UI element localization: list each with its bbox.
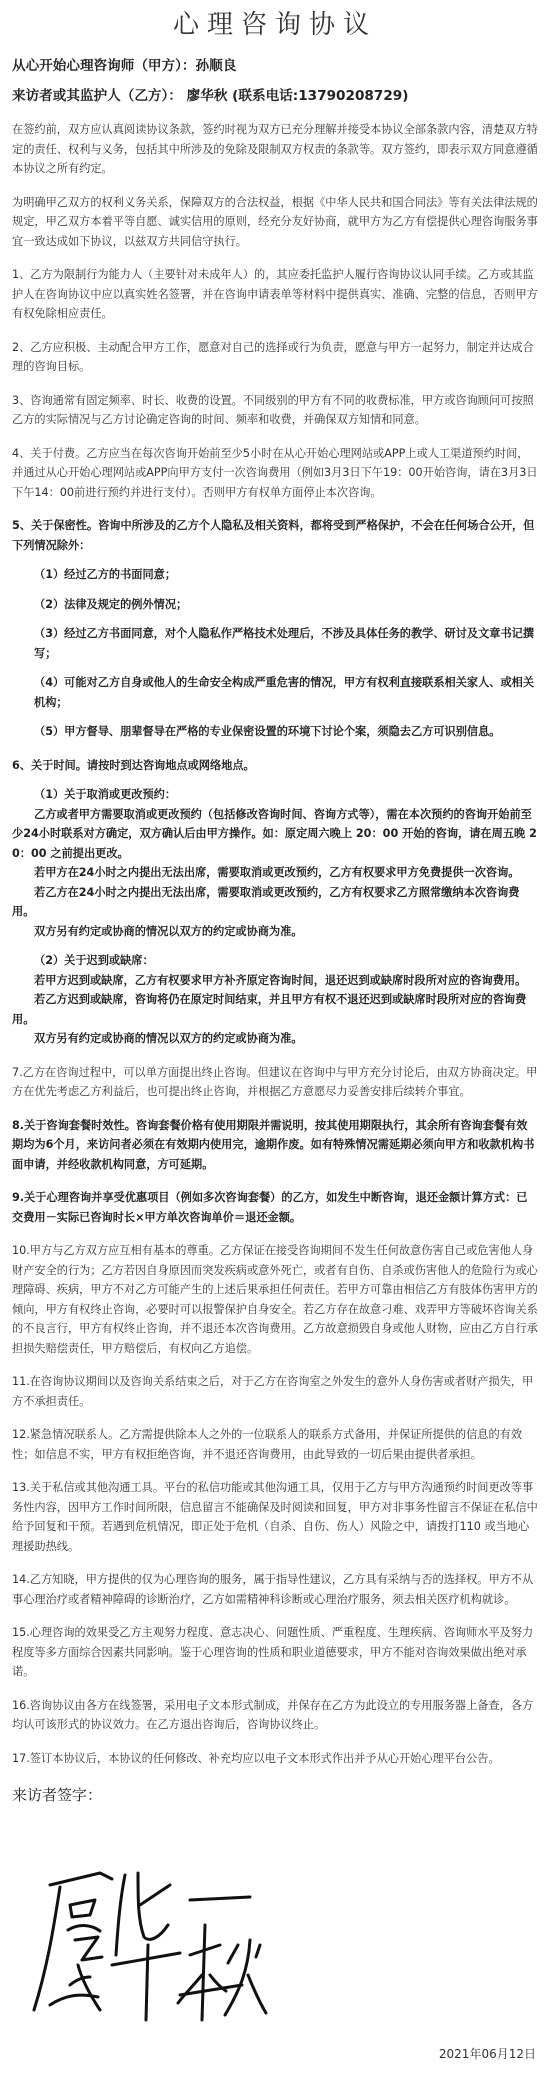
clause-5-item: （4）可能对乙方自身或他人的生命安全构成严重危害的情况，甲方有权利直接联系相关家人、或相关机构； xyxy=(34,676,535,709)
clause-10: 10.甲方与乙方双方应互相有基本的尊重。乙方保证在接受咨询期间不发生任何故意伤害自己或危害他人身财产安全的行为；乙方若因自身原因而突发疾病或意外死亡，或者有自伤、自杀或伤害他人的危险行为或心理障碍、疾病，甲方不对乙方可能产生的上述后果承担任何责任。若甲方可靠由相信乙方有肢体伤害甲方的倾向，甲方有权终止咨询，必要时可以报警保护自身安全。若乙方存在故意刁难、戏弄甲方等破坏咨询关系的不良言行，甲方有权终止咨询，并不退还本次咨询费用。乙方故意损毁自身或他人财物，应由乙方自行承担损失赔偿责任，甲方赔偿后，有权向乙方追偿。 xyxy=(12,1244,538,1355)
clause-15: 15.心理咨询的效果受乙方主观努力程度、意志决心、问题性质、严重程度、生理疾病、咨询师水平及努力程度等多方面综合因素共同影响。鉴于心理咨询的性质和职业道德要求，甲方不能对咨询效果做出绝对承诺。 xyxy=(12,1626,534,1678)
document-title: 心理咨询协议 xyxy=(172,10,377,40)
handwritten-signature xyxy=(20,1845,270,2025)
clause-7: 7.乙方在咨询过程中，可以单方面提出终止咨询。但建议在咨询中与甲方充分讨论后，由双方协商决定。甲方在优先考虑乙方利益后，也可提出终止咨询，并根据乙方意愿尽力妥善安排后续转介事宜。 xyxy=(12,1065,538,1098)
clause-6-1-paragraph: 若乙方在24小时之内提出无法出席，需要取消或更改预约，乙方有权要求乙方照常缴纳本次咨询费用。 xyxy=(12,885,520,918)
preamble-paragraph-2: 为明确甲乙双方的权利义务关系，保障双方的合法权益，根据《中华人民共和国合同法》等有关法律法规的规定，甲乙双方本着平等自愿、诚实信用的原则，经充分友好协商，就甲方为乙方有偿提供心理咨询服务事宜一致达成如下协议，以兹双方共同信守执行。 xyxy=(12,195,538,248)
clause-2: 2、乙方应积极、主动配合甲方工作，愿意对自己的选择或行为负责，愿意与甲方一起努力，制定并达成合理的咨询目标。 xyxy=(12,340,534,373)
clause-8: 8.关于咨询套餐时效性。咨询套餐价格有使用期限并需说明，按其使用期限执行，其余所有咨询套餐有效期均为6个月，来访问者必须在有效期内使用完，逾期作废。如有特殊情况需延期必须向甲方和收款机构书面申请，并经收款机构同意，方可延期。 xyxy=(12,1118,535,1171)
visitor-signature-label: 来访者签字： xyxy=(12,1786,103,1804)
clause-14: 14.乙方知晓，甲方提供的仅为心理咨询的服务，属于指导性建议，乙方具有采纳与否的选择权。甲方不从事心理治疗或者精神障碍的诊断治疗，乙方如需精神科诊断或心理治疗服务，须去相关医疗机构就诊。 xyxy=(12,1573,534,1606)
clause-5-item: （1）经过乙方的书面同意； xyxy=(34,568,177,581)
clause-6-1-paragraph: 若甲方在24小时之内提出无法出席，需要取消或更改预约，乙方有权要求甲方免费提供一次咨询。 xyxy=(34,866,520,879)
clause-6-heading: 6、关于时间。请按时到达咨询地点或网络地点。 xyxy=(12,758,255,772)
clause-6-2-title: （2）关于迟到或缺席： xyxy=(34,954,154,967)
clause-6-1-paragraph: 双方另有约定或协商的情况以双方的约定或协商为准。 xyxy=(34,924,303,938)
clause-6-1-title: （1）关于取消或更改预约： xyxy=(34,788,177,801)
clause-13: 13.关于私信或其他沟通工具。平台的私信功能或其他沟通工具，仅用于乙方与甲方沟通预约时间更改等事务性内容，因甲方工作时间所限，信息留言不能确保及时阅读和回复，甲方对非事务性留言不保证在私信中给予回复和干预。若遇到危机情况，即正处于危机（自杀、自伤、伤人）风险之中，请拨打110 或当地心理援助热线。 xyxy=(12,1481,538,1553)
clause-3: 3、咨询通常有固定频率、时长、收费的设置。不同级别的甲方有不同的收费标准，甲方或咨询顾问可按照乙方的实际情况与乙方讨论确定咨询的时间、频率和收费，并确保双方知情和同意。 xyxy=(12,393,534,426)
clause-5-heading: 5、关于保密性。咨询中所涉及的乙方个人隐私及相关资料，都将受到严格保护，不会在任何场合公开，但下列情况除外： xyxy=(12,519,535,552)
preamble-paragraph-1: 在签约前，双方应认真阅读协议条款，签约时视为双方已充分理解并接受本协议全部条款内容，清楚双方特定的责任、权利与义务，包括其中所涉及的免除及限制双方权责的条款等。双方签约，即表示双方同意遵循本协议之所有约定。 xyxy=(12,123,538,175)
clause-9: 9.关于心理咨询并享受优惠项目（例如多次咨询套餐）的乙方，如发生中断咨询，退还金额计算方式：已交费用－实际已咨询时长×甲方单次咨询单价＝退还金额。 xyxy=(12,1191,528,1224)
party-b-line: 来访者或其监护人（乙方）： 廖华秋 (联系电话:13790208729) xyxy=(12,88,409,104)
clause-6-2-paragraph: 若乙方迟到或缺席，咨询将仍在原定时间结束，并且甲方有权不退还迟到或缺席时段所对应的咨询费用。 xyxy=(12,993,527,1026)
clause-4: 4、关于付费。乙方应当在每次咨询开始前至少5小时在从心开始心理网站或APP上或人工渠道预约时间，并通过从心开始心理网站或APP向甲方支付一次咨询费用（例如3月3日下午19：00开始咨询，请在3月3日下午14：00前进行预约并进行支付）。否则甲方有权单方面停止本次咨询。 xyxy=(12,446,538,499)
clause-1: 1、乙方为限制行为能力人（主要针对未成年人）的，其应委托监护人履行咨询协议认同手续。乙方或其监护人在咨询协议中应以真实姓名签署，并在咨询申请表单等材料中提供真实、准确、完整的信息，否则甲方有权免除相应责任。 xyxy=(12,268,538,320)
clause-5-item: （2）法律及规定的例外情况； xyxy=(34,597,188,611)
clause-6-2-paragraph: 双方另有约定或协商的情况以双方的约定或协商为准。 xyxy=(34,1032,303,1045)
clause-17: 17.签订本协议后，本协议的任何修改、补充均应以电子文本形式作出并予从心开始心理平台公告。 xyxy=(12,1751,500,1765)
signature-date: 2021年06月12日 xyxy=(438,2047,536,2061)
party-a-line: 从心开始心理咨询师（甲方）：孙顺良 xyxy=(12,58,237,74)
clause-5-item: （5）甲方督导、朋辈督导在严格的专业保密设置的环境下讨论个案，须隐去乙方可识别信息。 xyxy=(34,725,501,738)
clause-6-2-paragraph: 若甲方迟到或缺席，乙方有权要求甲方补齐原定咨询时间，退还迟到或缺席时段所对应的咨询费用。 xyxy=(34,973,527,987)
clause-16: 16.咨询协议由各方在线签署，采用电子文本形式制成，并保存在乙方为此设立的专用服务器上备查，各方均认可该形式的协议效力。在乙方退出咨询后，咨询协议终止。 xyxy=(12,1698,534,1731)
clause-5-item: （3）经过乙方书面同意，对个人隐私作严格技术处理后，不涉及具体任务的教学、研讨及文章书记撰写； xyxy=(34,627,535,660)
clause-12: 12.紧急情况联系人。乙方需提供除本人之外的一位联系人的联系方式备用，并保证所提供的信息的有效性；如信息不实，甲方有权拒绝咨询，并不退还咨询费用，由此导致的一切后果由提供者承担。 xyxy=(12,1428,523,1461)
clause-11: 11.在咨询协议期间以及咨询关系结束之后，对于乙方在咨询室之外发生的意外人身伤害或者财产损失，甲方不承担责任。 xyxy=(12,1375,534,1408)
clause-6-1-paragraph: 乙方或者甲方需要取消或更改预约（包括修改咨询时间、咨询方式等），需在本次预约的咨询开始前至少24小时联系对方确定，双方确认后由甲方操作。如：原定周六晚上 20：00 开始的咨询，请在周五晚 20：00 之前提出更改。 xyxy=(12,807,537,860)
